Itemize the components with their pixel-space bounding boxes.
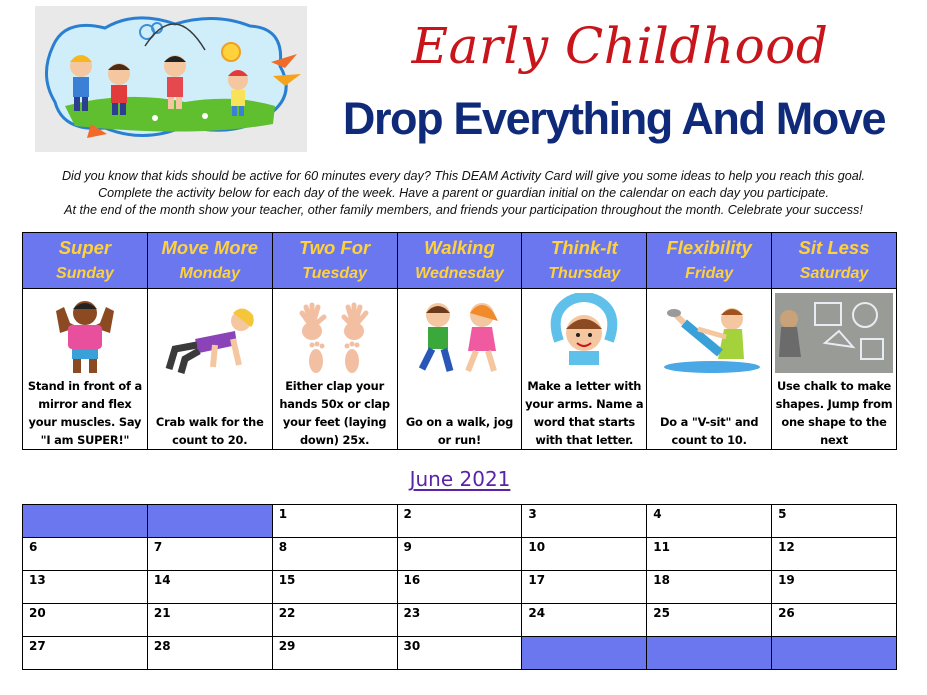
calendar-day-cell[interactable]: 29 bbox=[272, 637, 397, 670]
activity-description: Use chalk to make shapes. Jump from one shape to the next bbox=[775, 379, 893, 447]
activity-header-friday bbox=[647, 233, 772, 289]
calendar-day-cell[interactable]: 18 bbox=[647, 571, 772, 604]
category-label: Walking bbox=[424, 237, 495, 258]
calendar-day-cell[interactable]: 9 bbox=[397, 538, 522, 571]
calendar-day-cell[interactable]: 15 bbox=[272, 571, 397, 604]
category-label: Think-It bbox=[550, 237, 618, 258]
calendar-week-3 bbox=[23, 571, 897, 604]
calendar-blank-cell bbox=[647, 637, 772, 670]
calendar-day-cell[interactable]: 27 bbox=[23, 637, 148, 670]
calendar-week-1 bbox=[23, 505, 897, 538]
activity-cell-monday bbox=[147, 289, 272, 450]
title-drop-everything: Drop Everything And Move bbox=[342, 93, 886, 144]
activity-header-tuesday bbox=[272, 233, 397, 289]
calendar-day-cell[interactable]: 1 bbox=[272, 505, 397, 538]
activity-cell-thursday bbox=[522, 289, 647, 450]
activity-body-row bbox=[23, 289, 897, 450]
category-label: Sit Less bbox=[798, 237, 870, 258]
intro-line-2: Complete the activity below for each day of the week. Have a parent or guardian initial on the calendar on each day you participate. bbox=[98, 186, 829, 200]
activity-cell-tuesday bbox=[272, 289, 397, 450]
day-label: Monday bbox=[179, 265, 240, 282]
activity-header-monday bbox=[147, 233, 272, 289]
calendar-day-cell[interactable]: 14 bbox=[147, 571, 272, 604]
calendar-day-cell[interactable]: 20 bbox=[23, 604, 148, 637]
arms-letter-icon bbox=[539, 293, 629, 365]
activity-description: Crab walk for the count to 20. bbox=[155, 415, 264, 447]
activity-description: Do a "V-sit" and count to 10. bbox=[659, 415, 759, 447]
category-label: Two For bbox=[298, 237, 371, 258]
calendar-month-title: June 2021 bbox=[409, 467, 511, 491]
calendar-day-cell[interactable]: 25 bbox=[647, 604, 772, 637]
activity-cell-saturday bbox=[772, 289, 897, 450]
chalk-photo-icon bbox=[775, 293, 893, 373]
intro-text bbox=[20, 168, 907, 219]
calendar-day-cell[interactable]: 7 bbox=[147, 538, 272, 571]
calendar-day-cell[interactable]: 6 bbox=[23, 538, 148, 571]
crab-walk-icon bbox=[155, 293, 265, 377]
day-label: Wednesday bbox=[415, 265, 504, 282]
calendar-day-cell[interactable]: 13 bbox=[23, 571, 148, 604]
kids-playing-logo bbox=[35, 6, 307, 152]
running-kids-icon bbox=[404, 293, 514, 377]
calendar-blank-cell bbox=[23, 505, 148, 538]
activity-table bbox=[22, 232, 897, 450]
activity-header-thursday bbox=[522, 233, 647, 289]
calendar-day-cell[interactable]: 11 bbox=[647, 538, 772, 571]
calendar-day-cell[interactable]: 16 bbox=[397, 571, 522, 604]
calendar-blank-cell bbox=[147, 505, 272, 538]
activity-description: Stand in front of a mirror and flex your muscles. Say "I am SUPER!" bbox=[27, 379, 142, 447]
calendar-day-cell[interactable]: 17 bbox=[522, 571, 647, 604]
title-early-childhood: Early Childhood bbox=[411, 17, 829, 75]
calendar-day-cell[interactable]: 12 bbox=[772, 538, 897, 571]
calendar-day-cell[interactable]: 21 bbox=[147, 604, 272, 637]
calendar-day-cell[interactable]: 30 bbox=[397, 637, 522, 670]
calendar-day-cell[interactable]: 2 bbox=[397, 505, 522, 538]
june-calendar bbox=[22, 504, 897, 670]
calendar-day-cell[interactable]: 8 bbox=[272, 538, 397, 571]
activity-cell-friday bbox=[647, 289, 772, 450]
category-label: Move More bbox=[161, 237, 259, 258]
day-label: Sunday bbox=[56, 265, 114, 282]
day-label: Saturday bbox=[799, 265, 869, 282]
activity-description: Either clap your hands 50x or clap your feet (laying down) 25x. bbox=[279, 379, 390, 447]
calendar-day-cell[interactable]: 3 bbox=[522, 505, 647, 538]
calendar-day-cell[interactable]: 22 bbox=[272, 604, 397, 637]
intro-line-3: At the end of the month show your teacher, other family members, and friends your participation throughout the month. Celebrate your success! bbox=[64, 203, 863, 217]
activity-description: Go on a walk, jog or run! bbox=[405, 415, 514, 447]
flexing-kid-icon bbox=[40, 293, 130, 377]
calendar-blank-cell bbox=[522, 637, 647, 670]
calendar-day-cell[interactable]: 28 bbox=[147, 637, 272, 670]
calendar-day-cell[interactable]: 19 bbox=[772, 571, 897, 604]
activity-header-row bbox=[23, 233, 897, 289]
v-sit-icon bbox=[654, 293, 764, 377]
calendar-day-cell[interactable]: 26 bbox=[772, 604, 897, 637]
calendar-blank-cell bbox=[772, 637, 897, 670]
activity-header-sunday bbox=[23, 233, 148, 289]
calendar-week-2 bbox=[23, 538, 897, 571]
calendar-day-cell[interactable]: 10 bbox=[522, 538, 647, 571]
calendar-week-4 bbox=[23, 604, 897, 637]
calendar-day-cell[interactable]: 24 bbox=[522, 604, 647, 637]
day-label: Thursday bbox=[548, 265, 621, 282]
hands-feet-icon bbox=[290, 293, 380, 377]
category-label: Super bbox=[58, 237, 112, 258]
day-label: Friday bbox=[685, 265, 734, 282]
calendar-week-5 bbox=[23, 637, 897, 670]
activity-header-saturday bbox=[772, 233, 897, 289]
day-label: Tuesday bbox=[302, 265, 367, 282]
activity-header-wednesday bbox=[397, 233, 522, 289]
intro-line-1: Did you know that kids should be active for 60 minutes every day? This DEAM Activity Card will give you some ideas to help you reach this goal. bbox=[61, 169, 866, 183]
calendar-day-cell[interactable]: 5 bbox=[772, 505, 897, 538]
activity-description: Make a letter with your arms. Name a word that starts with that letter. bbox=[525, 379, 644, 447]
category-label: Flexibility bbox=[666, 237, 752, 258]
activity-cell-wednesday bbox=[397, 289, 522, 450]
calendar-day-cell[interactable]: 23 bbox=[397, 604, 522, 637]
activity-cell-sunday bbox=[23, 289, 148, 450]
calendar-day-cell[interactable]: 4 bbox=[647, 505, 772, 538]
